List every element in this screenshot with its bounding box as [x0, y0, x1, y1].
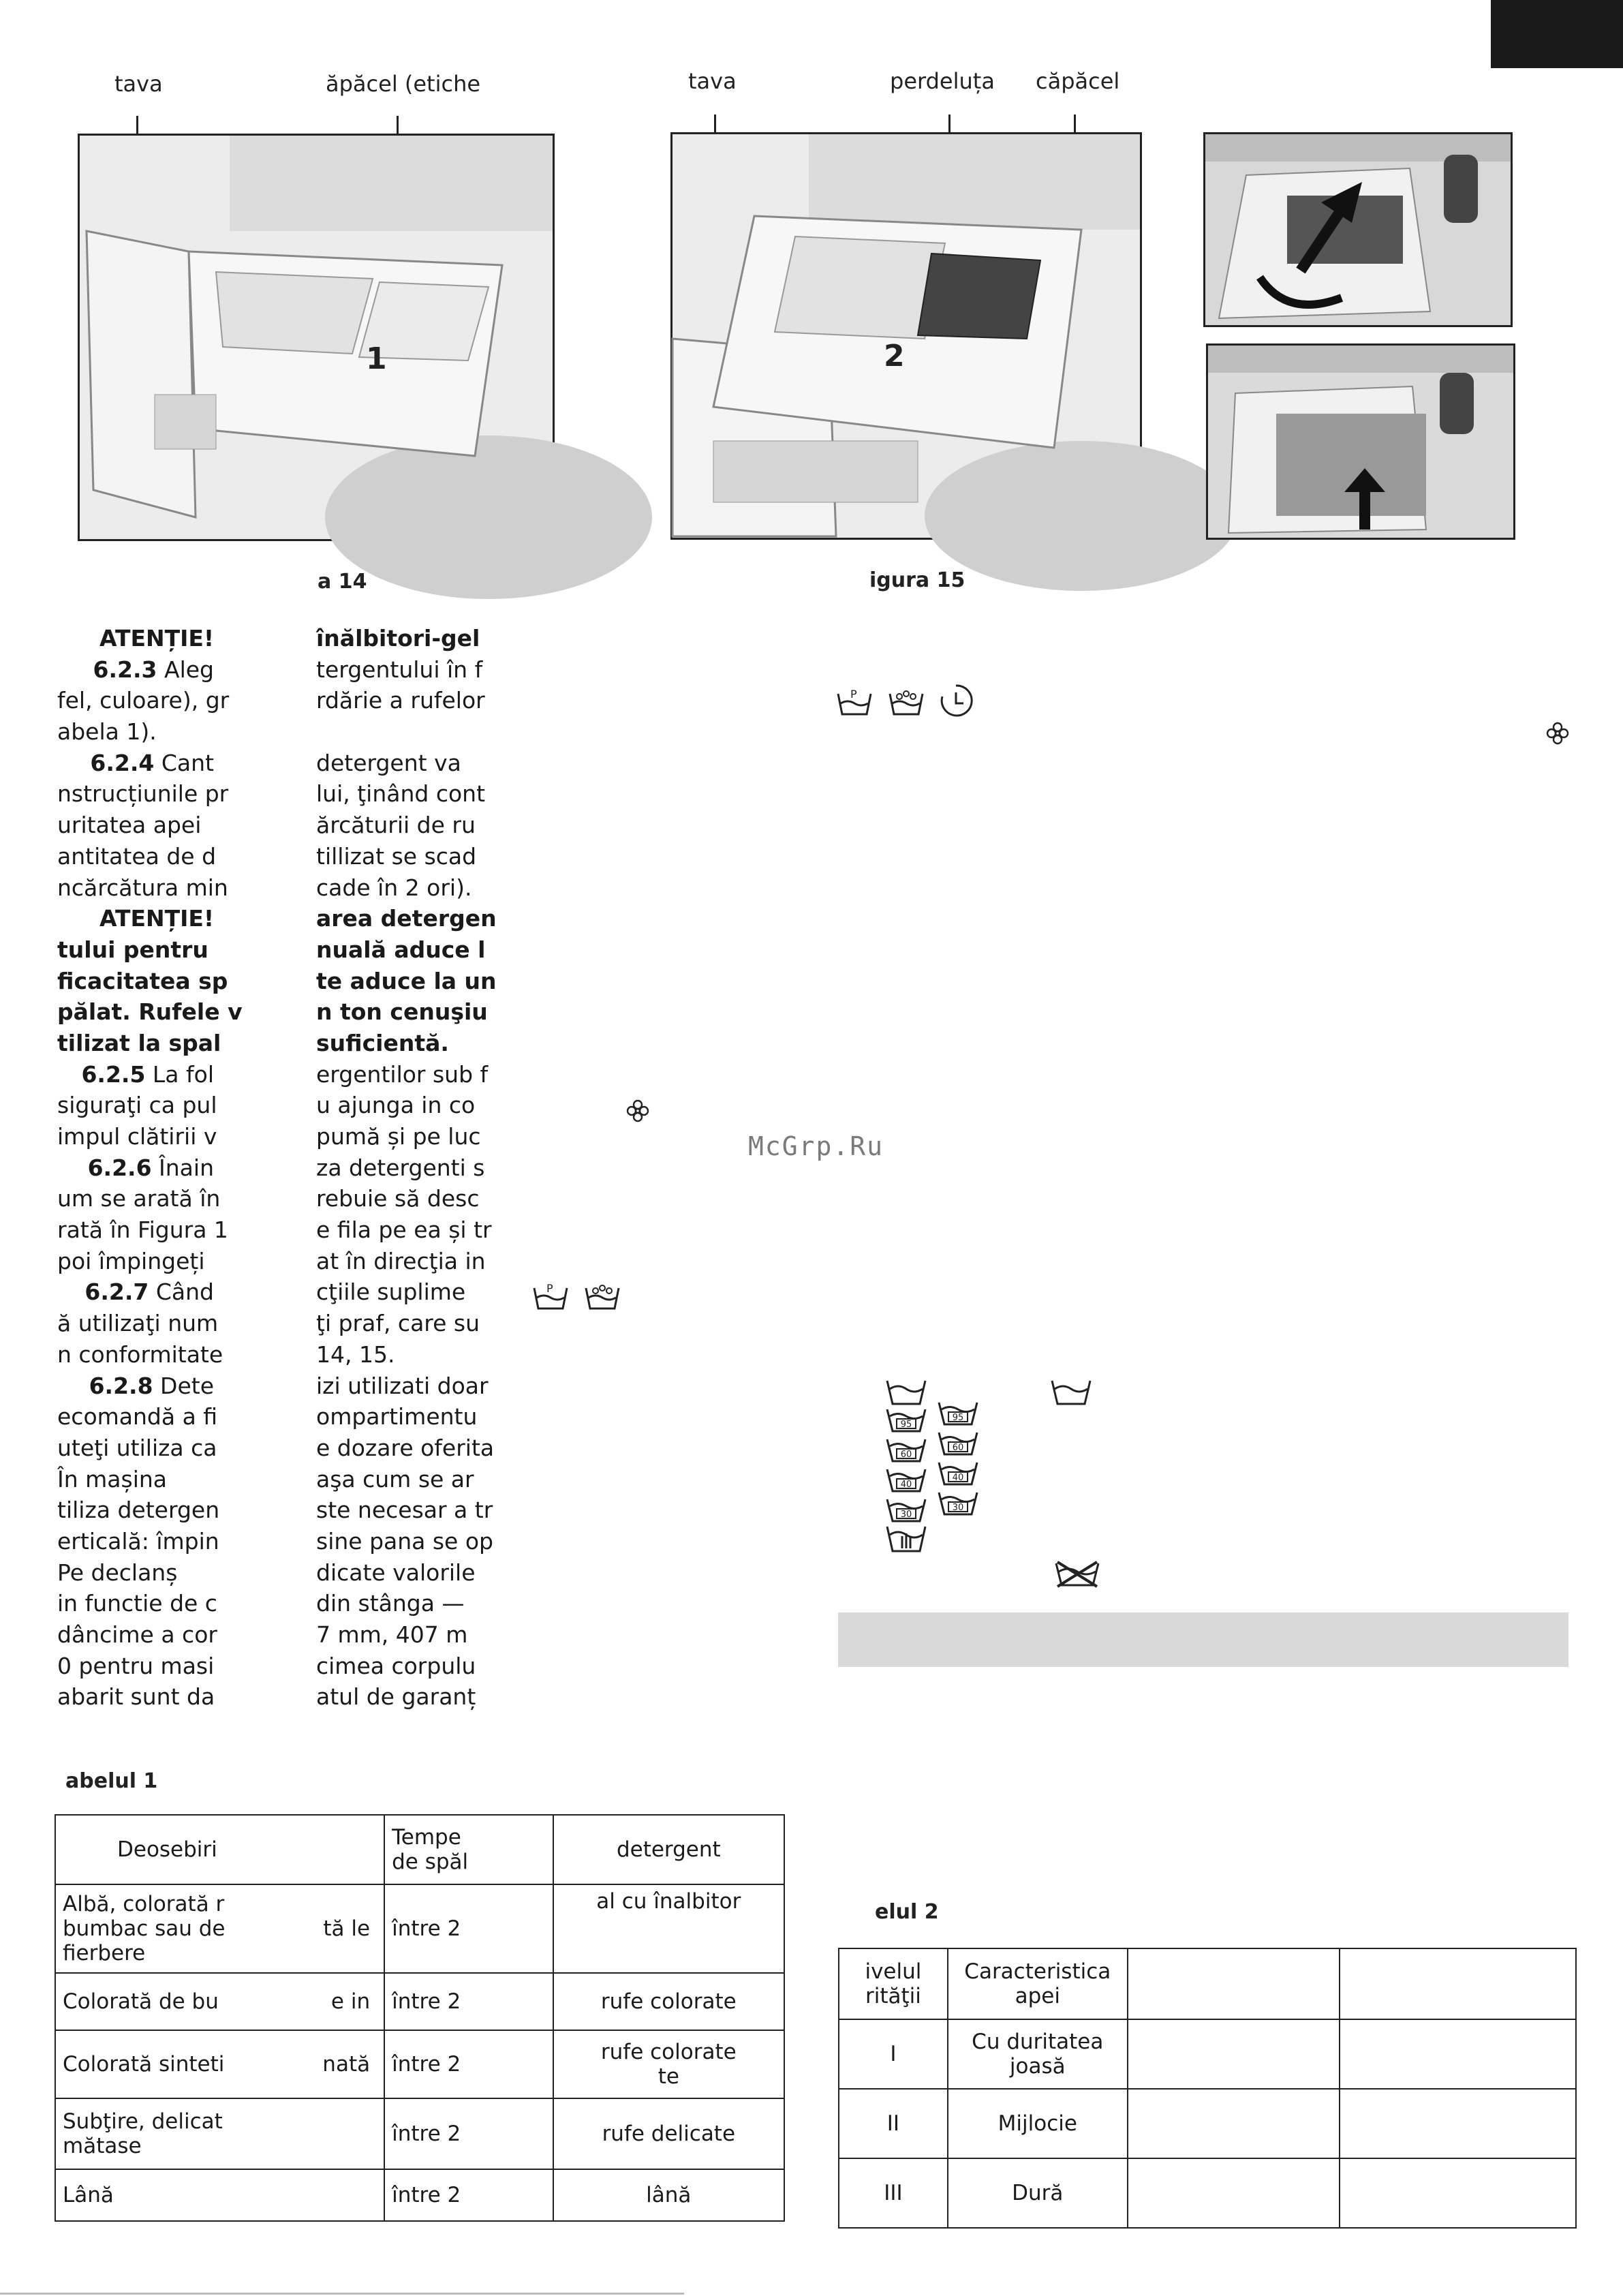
text-line — [316, 716, 480, 748]
svg-text:95: 95 — [900, 1420, 912, 1430]
wash-tub-plain-icon — [1049, 1375, 1093, 1408]
table-cell — [1128, 2158, 1340, 2228]
line-text: e dozare oferita — [316, 1434, 495, 1461]
fabric-note: e in — [330, 1989, 371, 2014]
watermark: McGrp.Ru — [748, 1131, 884, 1161]
line-text: abela 1). — [57, 718, 157, 746]
line-text: area detergen — [316, 905, 497, 932]
table-cell: rufe colorate — [553, 1973, 784, 2030]
table-cell — [55, 2098, 384, 2169]
line-text: ţi praf, care su — [316, 1310, 480, 1337]
fig15-label-curtain: perdeluța — [890, 68, 995, 94]
line-text: rată în Figura 1 — [57, 1216, 228, 1244]
table-cell: II — [839, 2089, 948, 2158]
fig14-caption: a 14 — [318, 570, 367, 594]
table-cell: rufe colorate te — [553, 2030, 784, 2098]
line-text: din stânga — — [316, 1590, 465, 1617]
line-text: dicate valorile — [316, 1559, 476, 1586]
table-cell: Caracteristica apei — [948, 1948, 1128, 2019]
table-cell — [1340, 2158, 1576, 2228]
soak-wash-icon — [887, 684, 925, 720]
text-line — [57, 1371, 214, 1402]
middle-text-column — [316, 623, 497, 1713]
softener-flower-icon — [1545, 721, 1570, 746]
text-line — [316, 654, 483, 686]
line-text: ergentilor sub f — [316, 1060, 489, 1088]
prewash-icon — [835, 684, 874, 720]
line-text: uritatea apei — [57, 812, 202, 839]
line-text: aşa cum se ar — [316, 1465, 474, 1493]
fabric-type: Lână — [63, 2183, 114, 2207]
line-text: siguraţi ca pul — [57, 1092, 217, 1119]
line-text: za detergenti s — [316, 1154, 485, 1181]
text-line — [57, 1464, 214, 1495]
text-line — [57, 810, 214, 841]
table-cell: între 2 — [384, 2169, 553, 2221]
wash-tub-icon — [884, 1375, 928, 1408]
text-line — [316, 810, 480, 841]
table-cell — [55, 1973, 384, 2030]
fabric-note: tă le — [323, 1916, 371, 1941]
fabric-type: Subţire, delicat mătase — [63, 2109, 223, 2158]
text-line — [316, 1246, 486, 1277]
table-cell: detergent — [553, 1815, 784, 1884]
fabric-type: Albă, colorată r bumbac sau de fierbere — [63, 1892, 226, 1965]
text-line — [57, 1339, 223, 1371]
section-number: 6.2.4 — [90, 749, 155, 776]
table2-title: elul 2 — [875, 1900, 939, 1924]
text-line — [57, 1028, 221, 1059]
line-text: um se arată în — [57, 1185, 221, 1212]
svg-text:40: 40 — [952, 1473, 964, 1483]
text-line — [316, 1401, 480, 1433]
text-line — [316, 996, 488, 1028]
line-text: Aleg — [157, 656, 214, 683]
section-number: 6.2.6 — [87, 1154, 152, 1181]
hand-wash-icon — [884, 1521, 928, 1555]
line-text: ompartimentu — [316, 1403, 478, 1430]
line-text: cade în 2 ori). — [316, 874, 472, 901]
table-cell: între 2 — [384, 1973, 553, 2030]
table-cell: Cu duritatea joasă — [948, 2019, 1128, 2089]
text-line — [57, 1588, 217, 1619]
text-line — [316, 1464, 480, 1495]
table-cell — [55, 2030, 384, 2098]
text-line — [57, 1214, 228, 1246]
table-cell: între 2 — [384, 1884, 553, 1973]
text-line — [316, 1308, 480, 1339]
line-text: suficientă. — [316, 1029, 449, 1056]
text-line — [57, 716, 214, 748]
text-line — [57, 654, 214, 686]
text-line — [57, 841, 217, 872]
fig15-caption: igura 15 — [869, 568, 965, 592]
line-text: tului pentru — [57, 936, 208, 963]
svg-text:60: 60 — [952, 1443, 964, 1453]
fig14-label-tray: tava — [114, 71, 163, 97]
table-cell: III — [839, 2158, 948, 2228]
line-text: Pe declanș — [57, 1559, 178, 1586]
line-text: ste necesar a tr — [316, 1497, 493, 1524]
section-number: 6.2.5 — [81, 1060, 146, 1088]
text-line — [57, 903, 214, 934]
text-line — [57, 1526, 219, 1557]
line-text: ărcăturii de ru — [316, 812, 476, 839]
line-text: n ton cenuşiu — [316, 998, 488, 1026]
table-row — [55, 2098, 784, 2169]
table-row — [839, 2158, 1576, 2228]
wash-temp-gentle-95-icon — [936, 1398, 980, 1428]
text-line — [316, 1557, 480, 1589]
line-text: atul de garanț — [316, 1683, 476, 1711]
text-line — [57, 966, 228, 997]
table2 — [838, 1948, 1577, 2229]
text-line — [57, 1246, 214, 1277]
svg-text:30: 30 — [952, 1503, 964, 1513]
wash-temp-gentle-30-icon — [936, 1488, 980, 1518]
line-text: impul clătirii v — [57, 1123, 217, 1150]
text-line — [316, 1276, 480, 1308]
line-text: tillizat se scad — [316, 842, 477, 870]
text-line — [57, 934, 214, 966]
timer-icon — [939, 682, 973, 720]
inset-photo-bottom — [1206, 343, 1515, 540]
text-line — [316, 778, 486, 810]
table-cell: Deosebiri — [55, 1815, 384, 1884]
table-row — [839, 2089, 1576, 2158]
text-line — [316, 1651, 480, 1682]
text-line — [316, 748, 480, 779]
text-line — [316, 1059, 489, 1090]
text-line — [316, 623, 480, 654]
table-cell — [1128, 1948, 1340, 2019]
line-text: 14, 15. — [316, 1341, 395, 1368]
line-text: dâncime a cor — [57, 1621, 217, 1648]
fig15-label-tray: tava — [688, 68, 737, 94]
text-line — [316, 1121, 480, 1152]
line-text: ecomandă a fi — [57, 1403, 218, 1430]
text-line — [316, 1339, 480, 1371]
line-text: tergentului în f — [316, 656, 483, 683]
line-text: La fol — [145, 1060, 214, 1088]
text-line — [316, 1152, 485, 1184]
text-line — [316, 1183, 480, 1214]
line-text: ATENȚIE! — [99, 625, 214, 652]
line-text: e fila pe ea și tr — [316, 1216, 492, 1244]
text-line — [57, 623, 214, 654]
table-cell — [1340, 2019, 1576, 2089]
line-text: u ajunga in co — [316, 1092, 476, 1119]
line-text: poi împingeți — [57, 1247, 205, 1274]
line-text: Când — [149, 1279, 214, 1306]
line-text: cimea corpulu — [316, 1652, 476, 1679]
line-text: În mașina — [57, 1465, 168, 1493]
table-cell: între 2 — [384, 2098, 553, 2169]
line-text: nstrucțiunile pr — [57, 780, 229, 808]
wash-temp-gentle-60-icon — [936, 1428, 980, 1458]
table-row — [55, 2169, 784, 2221]
section-number: 6.2.8 — [89, 1372, 153, 1399]
line-text: ficacitatea sp — [57, 967, 228, 994]
line-text: Cant — [154, 749, 214, 776]
text-line — [57, 685, 230, 716]
grey-separator-bar — [838, 1612, 1568, 1667]
table-cell — [1128, 2019, 1340, 2089]
text-line — [57, 1276, 214, 1308]
svg-text:1: 1 — [366, 341, 387, 376]
text-line — [316, 1371, 489, 1402]
do-not-wash-icon — [1053, 1559, 1101, 1589]
text-line — [316, 966, 497, 997]
text-line — [57, 1059, 214, 1090]
line-text: nuală aduce l — [316, 936, 486, 963]
line-text: Dete — [153, 1372, 214, 1399]
table-cell: al cu înalbitor — [553, 1884, 784, 1973]
svg-text:95: 95 — [952, 1413, 964, 1423]
text-line — [316, 1028, 480, 1059]
section-number: 6.2.3 — [93, 656, 157, 683]
wash-temp-icons-left — [884, 1405, 928, 1525]
figure-14-photo — [78, 134, 555, 541]
text-line — [316, 1433, 495, 1464]
line-text: izi utilizati doar — [316, 1372, 489, 1399]
line-text: ă utilizaţi num — [57, 1310, 219, 1337]
text-line — [57, 1308, 219, 1339]
svg-text:P: P — [850, 688, 857, 701]
line-text: pălat. Rufele v — [57, 998, 243, 1026]
text-line — [316, 1495, 493, 1526]
table-row — [55, 1973, 784, 2030]
table1-title: abelul 1 — [65, 1769, 158, 1793]
line-text: detergent va — [316, 749, 461, 776]
text-line — [316, 1588, 480, 1619]
text-line — [316, 1619, 480, 1651]
table-row — [55, 2030, 784, 2098]
text-line — [57, 1495, 220, 1526]
table1 — [55, 1814, 785, 2222]
svg-text:P: P — [546, 1282, 553, 1295]
table-cell: rufe delicate — [553, 2098, 784, 2169]
line-text: pumă și pe luc — [316, 1123, 481, 1150]
line-text: fel, culoare), gr — [57, 687, 230, 714]
wash-temp-icons-right — [936, 1398, 980, 1518]
wash-temp-gentle-40-icon — [936, 1458, 980, 1488]
text-line — [57, 1183, 221, 1214]
text-line — [57, 778, 229, 810]
table-cell: lână — [553, 2169, 784, 2221]
text-line — [57, 1681, 214, 1713]
text-line — [57, 1619, 217, 1651]
text-line — [57, 1152, 214, 1184]
line-text: sine pana se op — [316, 1527, 493, 1555]
table-row — [839, 2019, 1576, 2089]
text-line — [57, 1121, 217, 1152]
line-text: erticală: împin — [57, 1527, 219, 1555]
svg-text:2: 2 — [884, 339, 905, 373]
wash-temp-60-icon — [884, 1435, 928, 1465]
bottom-rule — [0, 2293, 684, 2295]
text-line — [57, 1651, 214, 1682]
line-text: antitatea de d — [57, 842, 217, 870]
table-cell — [55, 1884, 384, 1973]
line-text: lui, ţinând cont — [316, 780, 486, 808]
text-line — [57, 1557, 214, 1589]
wash-temp-95-icon — [884, 1405, 928, 1435]
svg-text:40: 40 — [900, 1480, 912, 1490]
wash-temp-40-icon — [884, 1465, 928, 1495]
table-cell: Tempe de spăl — [384, 1815, 553, 1884]
fabric-type: Colorată sinteti — [63, 2052, 225, 2077]
line-text: rdărie a rufelor — [316, 687, 485, 714]
line-text: înălbitori-gel — [316, 625, 480, 652]
figure-15-photo — [670, 132, 1142, 540]
text-line — [316, 872, 480, 904]
line-text: 0 pentru masi — [57, 1652, 215, 1679]
text-line — [316, 685, 485, 716]
line-text: tilizat la spal — [57, 1029, 221, 1056]
text-line — [316, 1681, 480, 1713]
text-line — [57, 996, 243, 1028]
text-line — [57, 1433, 217, 1464]
line-text: rebuie să desc — [316, 1185, 480, 1212]
fabric-type: Colorată de bu — [63, 1989, 219, 2014]
line-text: te aduce la un — [316, 967, 497, 994]
table-row — [55, 1884, 784, 1973]
table-cell — [1340, 2089, 1576, 2158]
text-line — [316, 903, 497, 934]
line-text: in functie de c — [57, 1590, 217, 1617]
text-line — [57, 1090, 217, 1121]
line-text: Înain — [151, 1154, 214, 1181]
table-cell: între 2 — [384, 2030, 553, 2098]
line-text: 7 mm, 407 m — [316, 1621, 468, 1648]
text-line — [316, 841, 480, 872]
fig15-label-lid: căpăcel — [1036, 68, 1120, 94]
text-line — [57, 748, 214, 779]
table-cell — [1128, 2089, 1340, 2158]
table-header-row — [55, 1815, 784, 1884]
text-line — [316, 1526, 493, 1557]
svg-text:60: 60 — [900, 1450, 912, 1460]
line-text: at în direcţia in — [316, 1247, 486, 1274]
inset-photo-top — [1203, 132, 1513, 327]
line-text: cţiile suplime — [316, 1279, 466, 1306]
table-cell — [55, 2169, 384, 2221]
line-text: ATENȚIE! — [99, 905, 214, 932]
soak-wash-icon-2 — [583, 1279, 621, 1314]
prewash-icon-2 — [531, 1279, 570, 1314]
page-corner-tab — [1491, 0, 1623, 68]
fabric-note: nată — [322, 2052, 371, 2077]
line-text: abarit sunt da — [57, 1683, 215, 1711]
line-text: ncărcătura min — [57, 874, 228, 901]
line-text: tiliza detergen — [57, 1497, 220, 1524]
section-number: 6.2.7 — [84, 1279, 149, 1306]
left-text-column — [57, 623, 243, 1713]
table-cell — [1340, 1948, 1576, 2019]
table-cell: I — [839, 2019, 948, 2089]
text-line — [57, 1401, 218, 1433]
table-cell: ivelul rităţii — [839, 1948, 948, 2019]
text-line — [316, 1214, 492, 1246]
softener-flower-icon-2 — [625, 1099, 650, 1123]
text-line — [316, 934, 486, 966]
table-cell: Mijlocie — [948, 2089, 1128, 2158]
svg-text:30: 30 — [900, 1510, 912, 1520]
text-line — [57, 872, 228, 904]
line-text: n conformitate — [57, 1341, 223, 1368]
fig14-label-lid: ăpăcel (etiche — [326, 71, 481, 97]
line-text: uteţi utiliza ca — [57, 1434, 217, 1461]
table-cell: Dură — [948, 2158, 1128, 2228]
table-header-row — [839, 1948, 1576, 2019]
text-line — [316, 1090, 480, 1121]
